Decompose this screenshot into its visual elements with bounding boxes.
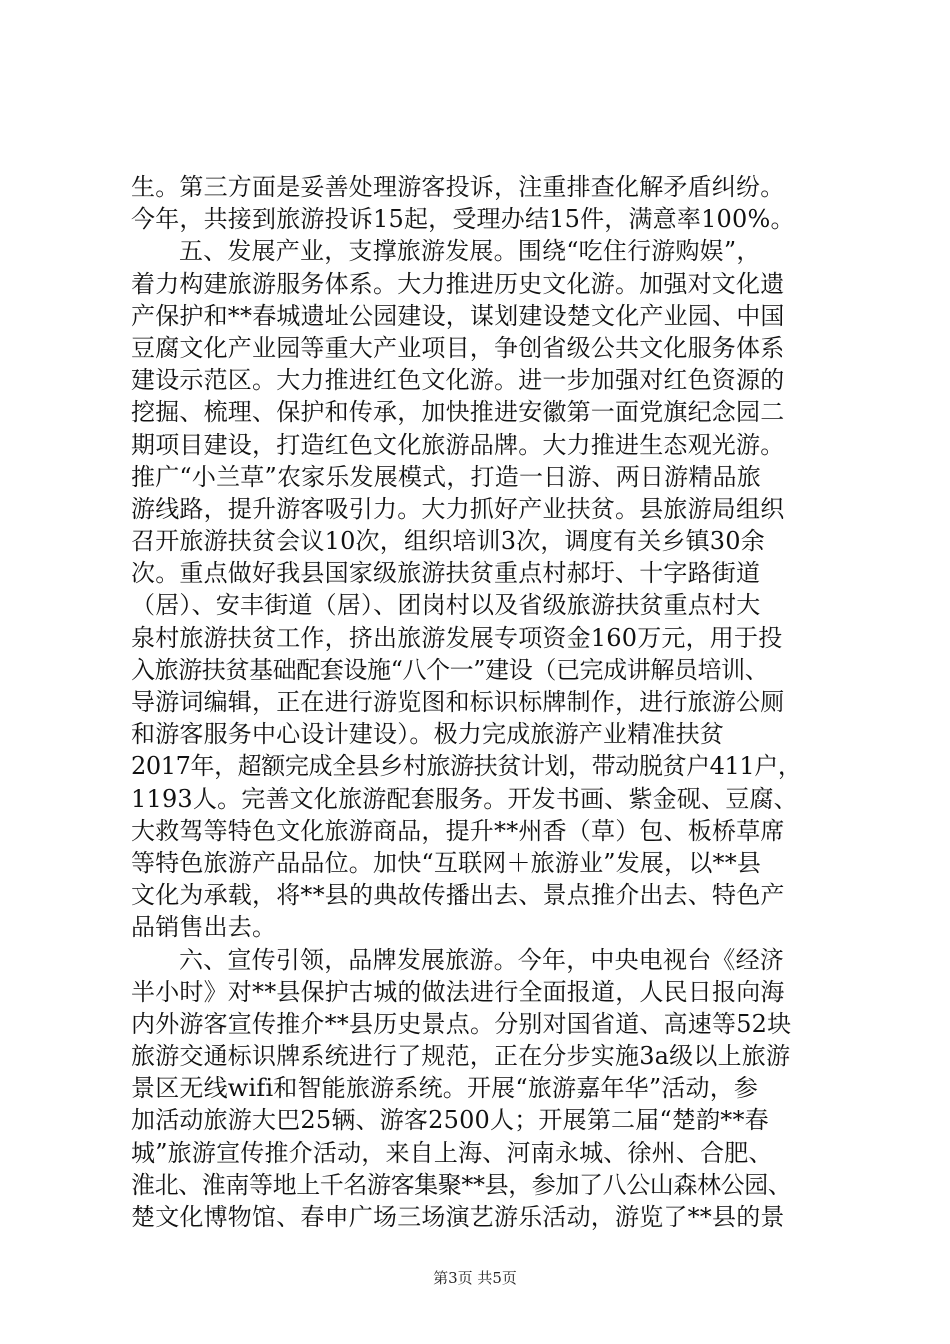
text-line: 泉村旅游扶贫工作，挤出旅游发展专项资金160万元，用于投 <box>131 623 783 652</box>
text-line: 导游词编辑，正在进行游览图和标识标牌制作，进行旅游公厕 <box>131 688 785 716</box>
paragraph-start-line: 六、宣传引领，品牌发展旅游。今年，中央电视台《经济 <box>179 945 784 974</box>
document-body <box>131 171 821 1233</box>
text-line: 景区无线wifi和智能旅游系统。开展“旅游嘉年华”活动，参 <box>131 1074 759 1103</box>
text-line: 召开旅游扶贫会议10次，组织培训3次，调度有关乡镇30余 <box>131 527 765 556</box>
text-line: 生。第三方面是妥善处理游客投诉，注重排查化解矛盾纠纷。 <box>131 173 785 201</box>
text-line: 次。重点做好我县国家级旅游扶贫重点村郝圩、十字路街道 <box>131 559 761 588</box>
text-line: 推广“小兰草”农家乐发展模式，打造一日游、两日游精品旅 <box>131 462 761 491</box>
text-line: 入旅游扶贫基础配套设施“八个一”建设（已完成讲解员培训、 <box>131 655 769 684</box>
text-line: 大救驾等特色文化旅游商品，提升**州香（草）包、板桥草席 <box>131 816 785 845</box>
text-line: 淮北、淮南等地上千名游客集聚**县，参加了八公山森林公园、 <box>131 1170 792 1199</box>
text-line: 半小时》对**县保护古城的做法进行全面报道，人民日报向海 <box>131 977 785 1006</box>
text-line: 旅游交通标识牌系统进行了规范，正在分步实施3a级以上旅游 <box>131 1042 791 1071</box>
text-line: 城”旅游宣传推介活动，来自上海、河南永城、徐州、合肥、 <box>131 1138 773 1167</box>
text-line: 和游客服务中心设计建设）。极力完成旅游产业精准扶贫 <box>131 720 724 749</box>
page-number: 第3页 共5页 <box>433 1269 517 1287</box>
paragraph-start-line: 五、发展产业，支撑旅游发展。围绕“吃住行游购娱”， <box>179 237 761 266</box>
text-line: 着力构建旅游服务体系。大力推进历史文化游。加强对文化遗 <box>131 269 785 298</box>
text-line: 楚文化博物馆、春申广场三场演艺游乐活动，游览了**县的景 <box>131 1203 785 1231</box>
text-line: 文化为承载，将**县的典故传播出去、景点推介出去、特色产 <box>131 881 785 910</box>
text-line: （居）、安丰街道（居）、团岗村以及省级旅游扶贫重点村大 <box>131 591 761 620</box>
text-line: 2017年，超额完成全县乡村旅游扶贫计划，带动脱贫户411户， <box>131 752 802 781</box>
text-line: 期项目建设，打造红色文化旅游品牌。大力推进生态观光游。 <box>131 430 785 459</box>
text-line: 内外游客宣传推介**县历史景点。分别对国省道、高速等52块 <box>131 1009 792 1038</box>
text-line: 等特色旅游产品品位。加快“互联网＋旅游业”发展，以**县 <box>131 848 762 877</box>
text-line: 挖掘、梳理、保护和传承，加快推进安徽第一面党旗纪念园二 <box>131 398 785 427</box>
text-line: 产保护和**春城遗址公园建设，谋划建设楚文化产业园、中国 <box>131 301 785 330</box>
text-line: 品销售出去。 <box>131 913 277 942</box>
text-line: 豆腐文化产业园等重大产业项目，争创省级公共文化服务体系 <box>131 333 785 362</box>
text-line: 今年，共接到旅游投诉15起，受理办结15件，满意率100%。 <box>131 205 795 234</box>
text-line: 1193人。完善文化旅游配套服务。开发书画、紫金砚、豆腐、 <box>131 784 798 813</box>
text-line: 加活动旅游大巴25辆、游客2500人；开展第二届“楚韵**春 <box>131 1106 769 1135</box>
text-line: 游线路，提升游客吸引力。大力抓好产业扶贫。县旅游局组织 <box>131 494 785 523</box>
text-line: 建设示范区。大力推进红色文化游。进一步加强对红色资源的 <box>131 366 785 395</box>
